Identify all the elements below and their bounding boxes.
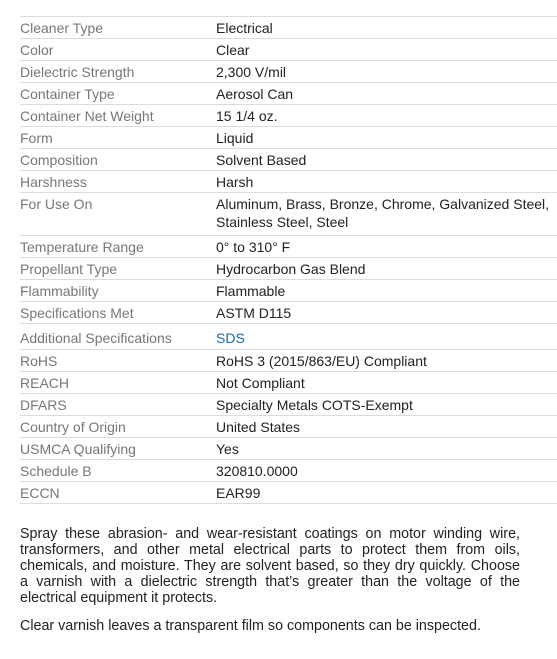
spec-row-additional-specifications (20, 324, 557, 350)
spec-label: Country of Origin (20, 419, 126, 435)
sds-link[interactable]: SDS (216, 330, 245, 346)
spec-label: Temperature Range (20, 239, 144, 255)
spec-label: DFARS (20, 397, 67, 413)
spec-value: Electrical (216, 20, 273, 36)
spec-label: Cleaner Type (20, 20, 104, 36)
spec-value: United States (216, 419, 301, 435)
spec-row-composition (20, 149, 557, 171)
spec-label: ECCN (20, 485, 60, 501)
spec-row-schedule-b (20, 460, 557, 482)
spec-row-dfars (20, 394, 557, 416)
spec-label: Form (20, 130, 53, 146)
spec-row-specifications-met (20, 302, 557, 324)
spec-value: Aluminum, Brass, Bronze, Chrome, Galvanized Steel, Stainless Steel, Steel (216, 196, 550, 230)
spec-label: REACH (20, 375, 70, 391)
spec-label: For Use On (20, 196, 93, 212)
spec-label: Container Type (20, 86, 115, 102)
spec-value: Hydrocarbon Gas Blend (216, 261, 366, 277)
spec-row-propellant-type (20, 258, 557, 280)
spec-label: USMCA Qualifying (20, 441, 136, 457)
spec-row-eccn (20, 482, 557, 504)
spec-row-flammability (20, 280, 557, 302)
spec-value: Clear (216, 42, 250, 58)
spec-row-form (20, 127, 557, 149)
spec-label: Additional Specifications (20, 330, 172, 346)
spec-value: Specialty Metals COTS-Exempt (216, 397, 413, 413)
spec-label: Flammability (20, 283, 99, 299)
spec-row-harshness (20, 171, 557, 193)
spec-label: Container Net Weight (20, 108, 154, 124)
description-paragraph-1: Spray these abrasion- and wear-resistant coatings on motor winding wire, transformers, and other metal electrical parts to protect them from oils, chemicals, and moisture. They are solvent based, so they dry quickly. Choose a varnish with a dielectric strength that’s greater than the voltage of the electrical equipment it protects. (20, 526, 520, 606)
product-description (20, 526, 520, 646)
spec-value: Liquid (216, 130, 254, 146)
specifications-table (20, 16, 557, 504)
spec-value: Harsh (216, 174, 254, 190)
spec-row-usmca-qualifying (20, 438, 557, 460)
spec-label: Dielectric Strength (20, 64, 135, 80)
spec-value: EAR99 (216, 485, 261, 501)
spec-row-color (20, 39, 557, 61)
spec-value: RoHS 3 (2015/863/EU) Compliant (216, 353, 427, 369)
spec-value: Not Compliant (216, 375, 305, 391)
spec-label: Schedule B (20, 463, 92, 479)
spec-row-cleaner-type (20, 17, 557, 39)
spec-value: 0° to 310° F (216, 239, 291, 255)
spec-value: 2,300 V/mil (216, 64, 287, 80)
spec-value: 320810.0000 (216, 463, 298, 479)
spec-row-temperature-range (20, 236, 557, 258)
spec-value: 15 1/4 oz. (216, 108, 278, 124)
spec-value (216, 329, 557, 347)
spec-value: Flammable (216, 283, 286, 299)
spec-row-for-use-on (20, 193, 557, 236)
description-paragraph-2: Clear varnish leaves a transparent film so components can be inspected. (20, 618, 481, 634)
spec-row-container-net-weight (20, 105, 557, 127)
spec-label: RoHS (20, 353, 58, 369)
spec-value: ASTM D115 (216, 305, 292, 321)
spec-row-rohs (20, 350, 557, 372)
spec-value: Yes (216, 441, 239, 457)
spec-row-container-type (20, 83, 557, 105)
spec-value: Aerosol Can (216, 86, 294, 102)
spec-row-dielectric-strength (20, 61, 557, 83)
spec-label: Specifications Met (20, 305, 134, 321)
spec-value: Solvent Based (216, 152, 307, 168)
spec-label: Composition (20, 152, 98, 168)
spec-label: Propellant Type (20, 261, 118, 277)
spec-row-country-of-origin (20, 416, 557, 438)
spec-label: Color (20, 42, 54, 58)
spec-label: Harshness (20, 174, 87, 190)
spec-row-reach (20, 372, 557, 394)
